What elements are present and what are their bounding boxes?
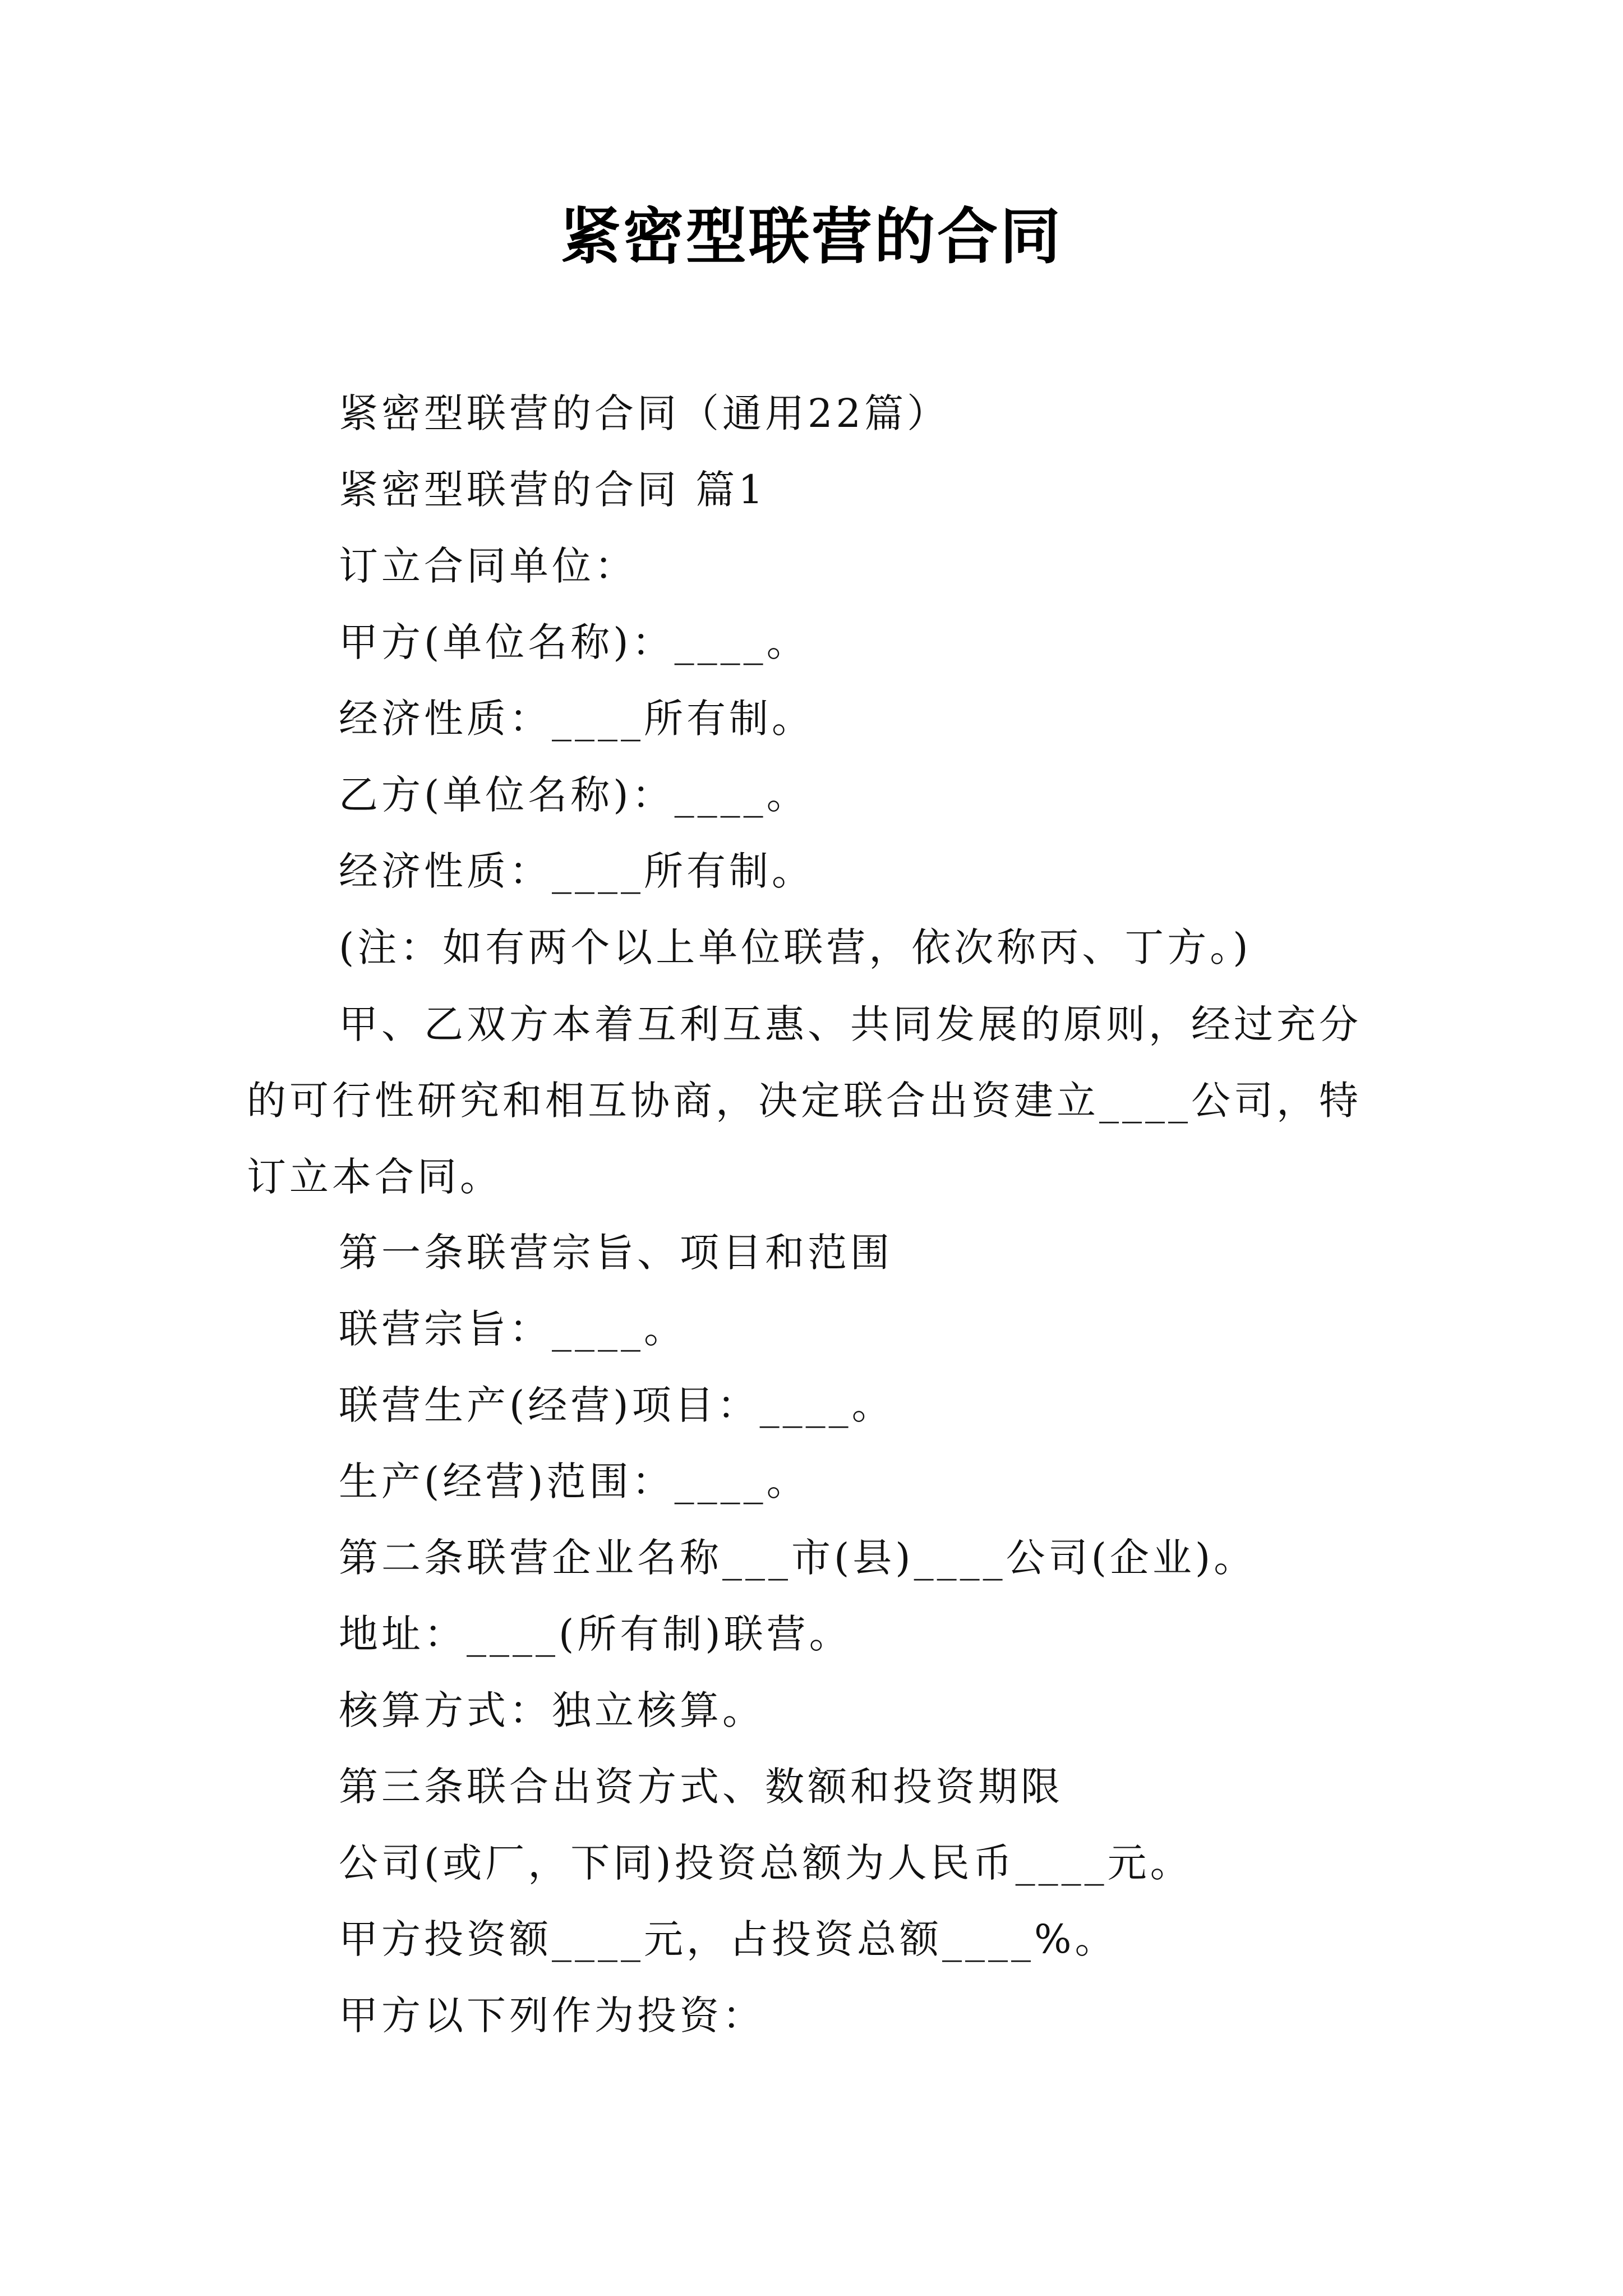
note-line: (注：如有两个以上单位联营，依次称丙、丁方。) bbox=[339, 924, 1252, 970]
text-line: 地址：____(所有制)联营。 bbox=[339, 1611, 852, 1657]
text-line: 乙方(单位名称)：____。 bbox=[339, 772, 809, 818]
text-line: 经济性质：____所有制。 bbox=[339, 848, 814, 894]
text-line: 订立合同单位： bbox=[339, 543, 637, 589]
document-title: 紧密型联营的合同 bbox=[560, 201, 1063, 272]
intro-paragraph: 甲、乙双方本着互利互惠、共同发展的原则，经过充分的可行性研究和相互协商，决定联合出资建立____公司，特订立本合同。 bbox=[247, 1001, 1362, 1200]
text-line: 联营宗旨：____。 bbox=[339, 1306, 686, 1352]
text-line: 甲方以下列作为投资： bbox=[339, 1993, 765, 2039]
text-line: 核算方式：独立核算。 bbox=[339, 1687, 765, 1733]
article-heading: 第一条联营宗旨、项目和范围 bbox=[339, 1230, 893, 1276]
subtitle-line: 紧密型联营的合同（通用22篇） bbox=[339, 390, 950, 436]
article-heading: 第三条联合出资方式、数额和投资期限 bbox=[339, 1764, 1063, 1810]
text-line: 生产(经营)范围：____。 bbox=[339, 1458, 809, 1504]
text-line: 经济性质：____所有制。 bbox=[339, 696, 814, 742]
text-line: 甲方(单位名称)：____。 bbox=[339, 619, 809, 665]
section-heading: 紧密型联营的合同 篇1 bbox=[339, 467, 767, 513]
text-line: 联营生产(经营)项目：____。 bbox=[339, 1382, 895, 1428]
text-line: 公司(或厂，下同)投资总额为人民币____元。 bbox=[339, 1840, 1193, 1886]
article-heading: 第二条联营企业名称___市(县)____公司(企业)。 bbox=[339, 1535, 1257, 1581]
text-line: 甲方投资额____元，占投资总额____%。 bbox=[339, 1916, 1118, 1962]
